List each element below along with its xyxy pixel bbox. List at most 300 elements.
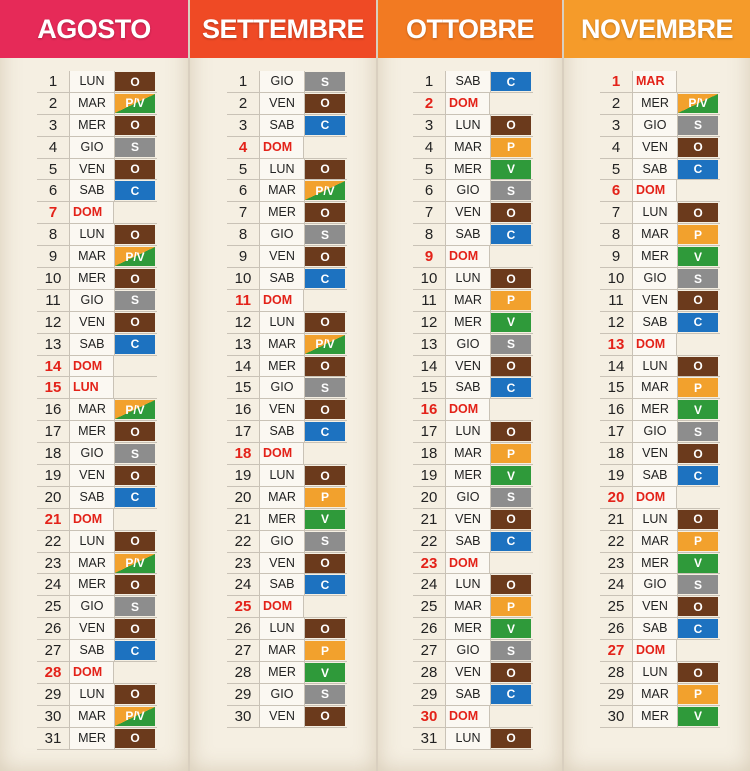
- day-row: [413, 443, 533, 465]
- day-number: 7: [600, 202, 633, 223]
- day-number: 11: [37, 290, 70, 311]
- day-number: 20: [413, 487, 446, 508]
- day-number: 30: [413, 706, 446, 727]
- day-row: [37, 290, 157, 312]
- day-row: [37, 421, 157, 443]
- day-number: 18: [37, 443, 70, 464]
- weekday-name: VEN: [70, 465, 115, 486]
- day-number: 25: [37, 596, 70, 617]
- weekday-name: GIO: [70, 137, 115, 158]
- collection-code-badge: O: [115, 269, 155, 288]
- weekday-name: LUN: [70, 531, 115, 552]
- day-list: [413, 71, 533, 750]
- collection-code-badge: O: [491, 663, 531, 682]
- weekday-name: MAR: [446, 290, 491, 311]
- day-number: 24: [37, 574, 70, 595]
- day-number: 5: [37, 159, 70, 180]
- day-row: [413, 224, 533, 246]
- day-number: 8: [600, 224, 633, 245]
- day-row: [227, 443, 347, 465]
- day-number: 16: [227, 399, 260, 420]
- collection-code-badge: C: [115, 181, 155, 200]
- day-number: 10: [600, 268, 633, 289]
- day-number: 13: [413, 334, 446, 355]
- day-row: [600, 268, 720, 290]
- weekday-name: LUN: [260, 312, 305, 333]
- weekday-name: DOM: [446, 93, 490, 114]
- day-row: [37, 553, 157, 575]
- day-number: 14: [600, 356, 633, 377]
- day-number: 8: [413, 224, 446, 245]
- weekday-name: GIO: [446, 487, 491, 508]
- day-number: 23: [37, 553, 70, 574]
- collection-code-badge: V: [491, 160, 531, 179]
- weekday-name: MAR: [70, 93, 115, 114]
- day-row: [413, 553, 533, 575]
- collection-code-badge: S: [678, 116, 718, 135]
- day-row: [227, 246, 347, 268]
- day-row: [37, 531, 157, 553]
- weekday-name: SAB: [633, 159, 678, 180]
- day-row: [227, 202, 347, 224]
- day-number: 31: [37, 728, 70, 749]
- day-row: [413, 487, 533, 509]
- day-row: [227, 290, 347, 312]
- weekday-name: SAB: [70, 180, 115, 201]
- collection-code-badge: S: [491, 641, 531, 660]
- day-row: [37, 312, 157, 334]
- weekday-name: LUN: [70, 377, 114, 398]
- weekday-name: SAB: [70, 334, 115, 355]
- day-row: [37, 202, 157, 224]
- collection-code-badge: P: [305, 641, 345, 660]
- weekday-name: MER: [633, 553, 678, 574]
- day-number: 3: [227, 115, 260, 136]
- day-number: 16: [600, 399, 633, 420]
- day-row: [227, 312, 347, 334]
- day-row: [37, 706, 157, 728]
- day-row: [600, 531, 720, 553]
- day-row: [37, 487, 157, 509]
- weekday-name: GIO: [446, 334, 491, 355]
- weekday-name: MAR: [633, 531, 678, 552]
- day-row: [600, 159, 720, 181]
- weekday-name: LUN: [260, 159, 305, 180]
- day-number: 24: [413, 574, 446, 595]
- weekday-name: MAR: [633, 71, 677, 92]
- day-row: [413, 728, 533, 750]
- collection-code-badge: C: [491, 685, 531, 704]
- collection-code-badge: O: [678, 444, 718, 463]
- collection-code-badge: V: [678, 554, 718, 573]
- day-row: [227, 71, 347, 93]
- day-row: [600, 684, 720, 706]
- day-number: 9: [227, 246, 260, 267]
- day-number: 5: [413, 159, 446, 180]
- collection-code-badge: O: [678, 663, 718, 682]
- day-row: [413, 399, 533, 421]
- collection-code-badge: O: [305, 466, 345, 485]
- day-number: 8: [37, 224, 70, 245]
- collection-code-badge: C: [678, 160, 718, 179]
- day-number: 1: [37, 71, 70, 92]
- collection-code-badge: O: [678, 597, 718, 616]
- day-number: 29: [227, 684, 260, 705]
- collection-code-badge: O: [305, 707, 345, 726]
- weekday-name: LUN: [446, 728, 491, 749]
- weekday-name: VEN: [260, 706, 305, 727]
- day-number: 22: [37, 531, 70, 552]
- day-row: [600, 93, 720, 115]
- day-row: [413, 465, 533, 487]
- weekday-name: LUN: [633, 509, 678, 530]
- collection-code-badge: V: [491, 466, 531, 485]
- collection-code-badge: S: [491, 181, 531, 200]
- day-row: [413, 706, 533, 728]
- weekday-name: MAR: [70, 553, 115, 574]
- weekday-name: LUN: [260, 465, 305, 486]
- day-row: [600, 180, 720, 202]
- weekday-name: GIO: [260, 684, 305, 705]
- day-number: 3: [600, 115, 633, 136]
- day-number: 25: [413, 596, 446, 617]
- day-number: 6: [227, 180, 260, 201]
- day-number: 4: [413, 137, 446, 158]
- weekday-name: GIO: [260, 531, 305, 552]
- month-header: NOVEMBRE: [564, 0, 750, 58]
- collection-code-badge: O: [115, 116, 155, 135]
- weekday-name: VEN: [446, 356, 491, 377]
- day-number: 11: [413, 290, 446, 311]
- day-number: 14: [227, 356, 260, 377]
- weekday-name: VEN: [633, 596, 678, 617]
- collection-code-badge: O: [678, 138, 718, 157]
- collection-code-badge: V: [305, 663, 345, 682]
- weekday-name: VEN: [633, 290, 678, 311]
- weekday-name: MAR: [260, 487, 305, 508]
- weekday-name: DOM: [260, 443, 304, 464]
- weekday-name: SAB: [446, 531, 491, 552]
- day-row: [600, 640, 720, 662]
- weekday-name: MER: [70, 268, 115, 289]
- day-row: [600, 356, 720, 378]
- day-number: 15: [413, 377, 446, 398]
- collection-code-badge: S: [491, 335, 531, 354]
- day-number: 11: [600, 290, 633, 311]
- weekday-name: DOM: [70, 509, 114, 530]
- day-row: [227, 356, 347, 378]
- weekday-name: GIO: [70, 443, 115, 464]
- day-number: 28: [600, 662, 633, 683]
- weekday-name: MER: [260, 202, 305, 223]
- day-number: 25: [227, 596, 260, 617]
- day-number: 29: [37, 684, 70, 705]
- day-row: [227, 509, 347, 531]
- weekday-name: DOM: [260, 290, 304, 311]
- day-row: [227, 640, 347, 662]
- day-row: [600, 115, 720, 137]
- day-row: [600, 290, 720, 312]
- weekday-name: GIO: [260, 224, 305, 245]
- weekday-name: SAB: [260, 421, 305, 442]
- weekday-name: MER: [260, 662, 305, 683]
- day-row: [37, 356, 157, 378]
- weekday-name: LUN: [260, 618, 305, 639]
- day-number: 26: [600, 618, 633, 639]
- day-row: [37, 465, 157, 487]
- weekday-name: DOM: [70, 356, 114, 377]
- day-row: [413, 574, 533, 596]
- day-number: 30: [37, 706, 70, 727]
- weekday-name: MAR: [70, 706, 115, 727]
- day-list: [227, 71, 347, 728]
- collection-code-badge: O: [305, 554, 345, 573]
- day-number: 12: [227, 312, 260, 333]
- collection-code-badge: P: [491, 597, 531, 616]
- weekday-name: MAR: [633, 684, 678, 705]
- weekday-name: VEN: [446, 509, 491, 530]
- collection-code-badge: O: [678, 203, 718, 222]
- weekday-name: MER: [70, 115, 115, 136]
- month-column-novembre: [564, 0, 750, 771]
- day-row: [413, 312, 533, 334]
- day-number: 5: [227, 159, 260, 180]
- day-row: [413, 421, 533, 443]
- day-row: [600, 509, 720, 531]
- day-number: 2: [227, 93, 260, 114]
- day-row: [227, 618, 347, 640]
- weekday-name: MER: [70, 728, 115, 749]
- weekday-name: GIO: [446, 180, 491, 201]
- month-header: SETTEMBRE: [190, 0, 376, 58]
- collection-code-badge: O: [491, 203, 531, 222]
- weekday-name: VEN: [633, 137, 678, 158]
- day-number: 17: [37, 421, 70, 442]
- day-number: 2: [37, 93, 70, 114]
- collection-code-badge: O: [115, 575, 155, 594]
- collection-code-badge: C: [305, 269, 345, 288]
- day-number: 20: [37, 487, 70, 508]
- day-number: 25: [600, 596, 633, 617]
- day-number: 16: [413, 399, 446, 420]
- weekday-name: VEN: [260, 553, 305, 574]
- day-number: 18: [413, 443, 446, 464]
- day-row: [413, 93, 533, 115]
- collection-code-badge: V: [491, 313, 531, 332]
- day-row: [413, 531, 533, 553]
- collection-code-badge: O: [678, 510, 718, 529]
- day-number: 10: [37, 268, 70, 289]
- collection-code-badge: S: [115, 291, 155, 310]
- day-row: [413, 268, 533, 290]
- day-row: [227, 487, 347, 509]
- day-row: [227, 137, 347, 159]
- day-row: [413, 596, 533, 618]
- day-row: [37, 159, 157, 181]
- day-number: 6: [37, 180, 70, 201]
- collection-code-badge: S: [115, 138, 155, 157]
- day-row: [600, 246, 720, 268]
- collection-code-badge: P/V: [115, 707, 155, 726]
- collection-code-badge: P: [678, 532, 718, 551]
- day-number: 8: [227, 224, 260, 245]
- day-number: 1: [413, 71, 446, 92]
- collection-code-badge: P: [678, 225, 718, 244]
- collection-code-badge: O: [115, 72, 155, 91]
- day-row: [413, 159, 533, 181]
- day-row: [600, 553, 720, 575]
- day-row: [600, 312, 720, 334]
- day-number: 13: [600, 334, 633, 355]
- day-number: 3: [37, 115, 70, 136]
- day-row: [227, 180, 347, 202]
- collection-code-badge: O: [678, 291, 718, 310]
- day-number: 14: [37, 356, 70, 377]
- day-row: [413, 684, 533, 706]
- collection-code-badge: P/V: [115, 400, 155, 419]
- collection-code-badge: O: [491, 575, 531, 594]
- weekday-name: MAR: [633, 224, 678, 245]
- weekday-name: DOM: [70, 202, 114, 223]
- weekday-name: SAB: [70, 487, 115, 508]
- collection-code-badge: S: [678, 575, 718, 594]
- day-row: [413, 356, 533, 378]
- day-number: 31: [413, 728, 446, 749]
- day-row: [227, 268, 347, 290]
- day-number: 7: [227, 202, 260, 223]
- collection-code-badge: C: [678, 619, 718, 638]
- day-row: [227, 662, 347, 684]
- day-number: 28: [413, 662, 446, 683]
- day-number: 29: [600, 684, 633, 705]
- day-number: 18: [600, 443, 633, 464]
- day-row: [600, 202, 720, 224]
- day-row: [227, 596, 347, 618]
- collection-code-badge: O: [491, 510, 531, 529]
- weekday-name: GIO: [70, 290, 115, 311]
- weekday-name: SAB: [446, 684, 491, 705]
- day-number: 19: [413, 465, 446, 486]
- day-row: [227, 706, 347, 728]
- weekday-name: GIO: [260, 71, 305, 92]
- month-column-agosto: [0, 0, 188, 771]
- day-number: 18: [227, 443, 260, 464]
- day-number: 24: [227, 574, 260, 595]
- collection-code-badge: O: [305, 203, 345, 222]
- day-number: 15: [227, 377, 260, 398]
- day-row: [600, 662, 720, 684]
- day-row: [600, 377, 720, 399]
- collection-code-badge: V: [678, 400, 718, 419]
- weekday-name: DOM: [633, 334, 677, 355]
- day-number: 28: [227, 662, 260, 683]
- collection-code-badge: S: [115, 597, 155, 616]
- weekday-name: DOM: [446, 553, 490, 574]
- weekday-name: MER: [70, 421, 115, 442]
- day-number: 21: [37, 509, 70, 530]
- weekday-name: MER: [446, 618, 491, 639]
- collection-code-badge: P/V: [305, 335, 345, 354]
- day-number: 20: [227, 487, 260, 508]
- day-number: 21: [413, 509, 446, 530]
- collection-code-badge: O: [115, 422, 155, 441]
- day-row: [413, 202, 533, 224]
- day-number: 24: [600, 574, 633, 595]
- weekday-name: LUN: [446, 421, 491, 442]
- day-row: [600, 443, 720, 465]
- weekday-name: MER: [260, 509, 305, 530]
- day-number: 15: [37, 377, 70, 398]
- day-number: 20: [600, 487, 633, 508]
- day-row: [600, 487, 720, 509]
- day-row: [413, 290, 533, 312]
- weekday-name: LUN: [633, 662, 678, 683]
- weekday-name: VEN: [70, 312, 115, 333]
- month-header: AGOSTO: [0, 0, 188, 58]
- collection-code-badge: P: [305, 488, 345, 507]
- collection-code-badge: S: [115, 444, 155, 463]
- collection-code-badge: P/V: [115, 94, 155, 113]
- day-row: [37, 618, 157, 640]
- day-row: [37, 137, 157, 159]
- collection-code-badge: P: [678, 378, 718, 397]
- collection-code-badge: O: [115, 729, 155, 748]
- day-number: 4: [227, 137, 260, 158]
- collection-code-badge: V: [678, 707, 718, 726]
- day-row: [413, 71, 533, 93]
- weekday-name: GIO: [70, 596, 115, 617]
- day-row: [37, 93, 157, 115]
- day-row: [600, 421, 720, 443]
- day-row: [413, 137, 533, 159]
- day-list: [600, 71, 720, 728]
- day-number: 6: [413, 180, 446, 201]
- day-number: 22: [227, 531, 260, 552]
- weekday-name: MER: [633, 93, 678, 114]
- day-row: [37, 115, 157, 137]
- weekday-name: MAR: [260, 640, 305, 661]
- collection-code-badge: P/V: [115, 247, 155, 266]
- day-number: 19: [600, 465, 633, 486]
- day-number: 3: [413, 115, 446, 136]
- month-header: OTTOBRE: [378, 0, 562, 58]
- day-number: 23: [413, 553, 446, 574]
- day-number: 26: [227, 618, 260, 639]
- day-row: [37, 574, 157, 596]
- day-row: [37, 224, 157, 246]
- day-row: [227, 684, 347, 706]
- day-row: [227, 334, 347, 356]
- day-row: [37, 246, 157, 268]
- day-number: 12: [37, 312, 70, 333]
- month-column-ottobre: [378, 0, 562, 771]
- weekday-name: MER: [260, 356, 305, 377]
- weekday-name: DOM: [446, 246, 490, 267]
- weekday-name: MER: [70, 574, 115, 595]
- day-number: 27: [227, 640, 260, 661]
- weekday-name: LUN: [633, 202, 678, 223]
- day-number: 15: [600, 377, 633, 398]
- collection-code-badge: O: [491, 729, 531, 748]
- day-number: 13: [227, 334, 260, 355]
- collection-code-badge: P: [491, 444, 531, 463]
- weekday-name: DOM: [633, 640, 677, 661]
- collection-code-badge: O: [115, 225, 155, 244]
- collection-code-badge: C: [305, 116, 345, 135]
- weekday-name: SAB: [70, 640, 115, 661]
- collection-code-badge: P: [678, 685, 718, 704]
- collection-code-badge: O: [115, 466, 155, 485]
